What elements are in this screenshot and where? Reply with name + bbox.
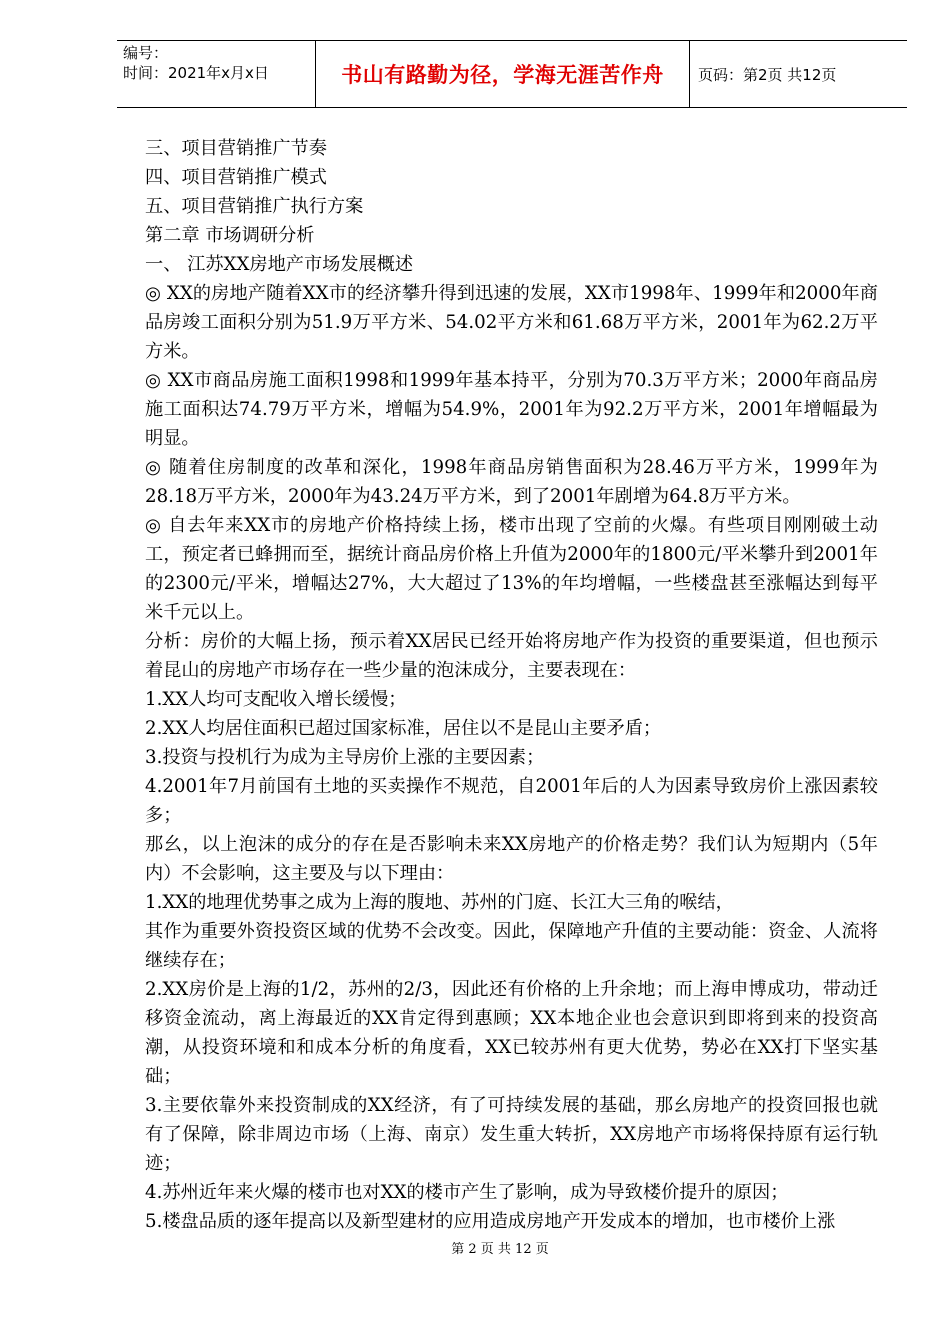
toc-item: 四、项目营销推广模式 [145, 167, 327, 188]
list-item: 5.楼盘品质的逐年提高以及新型建材的应用造成房地产开发成本的增加，也市楼价上涨 [145, 1211, 836, 1232]
list-item: 3.主要依靠外来投资制成的XX经济，有了可持续发展的基础，那幺房地产的投资回报也就有了保障，除非周边市场（上海、南京）发生重大转折，XX房地产市场将保持原有运行轨迹； [145, 1095, 878, 1174]
list-item: 3.投资与投机行为成为主导房价上涨的主要因素； [145, 747, 545, 768]
page-footer: 第 2 页 共 12 页 [451, 1242, 549, 1257]
body-paragraph: ◎ 随着住房制度的改革和深化，1998年商品房销售面积为28.46万平方米，1999年为28.18万平方米，2000年为43.24万平方米，到了2001年剧增为64.8万平方米。 [145, 457, 878, 507]
page-header [117, 40, 907, 108]
code-label: 编号： [123, 44, 169, 62]
analysis-paragraph: 分析：房价的大幅上扬，预示着XX居民已经开始将房地产作为投资的重要渠道，但也预示着昆山的房地产市场存在一些少量的泡沫成分，主要表现在： [145, 631, 878, 681]
document-body [145, 134, 878, 1236]
list-item: 4.2001年7月前国有土地的买卖操作不规范，自2001年后的人为因素导致房价上涨因素较多； [145, 776, 878, 826]
toc-item: 五、项目营销推广执行方案 [145, 196, 364, 217]
list-item: 1.XX人均可支配收入增长缓慢； [145, 689, 407, 710]
list-item: 1.XX的地理优势事之成为上海的腹地、苏州的门庭、长江大三角的喉结， [145, 892, 734, 913]
section-heading: 一、 江苏XX房地产市场发展概述 [145, 254, 414, 275]
body-paragraph: ◎ XX市商品房施工面积1998和1999年基本持平，分别为70.3万平方米；2000年商品房施工面积达74.79万平方米，增幅为54.9%，2001年为92.2万平方米，2001年增幅最为明显。 [145, 370, 878, 449]
list-item: 2.XX房价是上海的1/2，苏州的2/3，因此还有价格的上升余地；而上海申博成功，带动迁移资金流动，离上海最近的XX肯定得到惠顾；XX本地企业也会意识到即将到来的投资高潮，从投资环境和和成本分析的角度看，XX已较苏州有更大优势，势必在XX打下坚实基础； [145, 979, 878, 1087]
chapter-heading: 第二章 市场调研分析 [145, 225, 315, 246]
list-item: 4.苏州近年来火爆的楼市也对XX的楼市产生了影响，成为导致楼价提升的原因； [145, 1182, 789, 1203]
body-paragraph: ◎ XX的房地产随着XX市的经济攀升得到迅速的发展，XX市1998年、1999年和2000年商品房竣工面积分别为51.9万平方米、54.02平方米和61.68万平方米，2001年为62.2万平方米。 [145, 283, 878, 362]
list-item: 2.XX人均居住面积已超过国家标准，居住以不是昆山主要矛盾； [145, 718, 662, 739]
time-label: 时间：2021年x月x日 [123, 64, 269, 82]
header-meta [117, 41, 316, 107]
body-paragraph: ◎ 自去年来XX市的房地产价格持续上扬，楼市出现了空前的火爆。有些项目刚刚破土动工，预定者已蜂拥而至，据统计商品房价格上升值为2000年的1800元/平米攀升到2001年的2300元/平米，增幅达27%，大大超过了13%的年均增幅，一些楼盘甚至涨幅达到每平米千元以上。 [145, 515, 878, 623]
toc-item: 三、项目营销推广节奏 [145, 138, 327, 159]
header-page-number: 页码：第2页 共12页 [698, 65, 837, 84]
body-paragraph: 其作为重要外资投资区域的优势不会改变。因此，保障地产升值的主要动能：资金、人流将继续存在； [145, 921, 878, 971]
header-motto: 书山有路勤为径，学海无涯苦作舟 [316, 41, 690, 107]
body-paragraph: 那幺，以上泡沫的成分的存在是否影响未来XX房地产的价格走势？我们认为短期内（5年内）不会影响，这主要及与以下理由： [145, 834, 878, 884]
